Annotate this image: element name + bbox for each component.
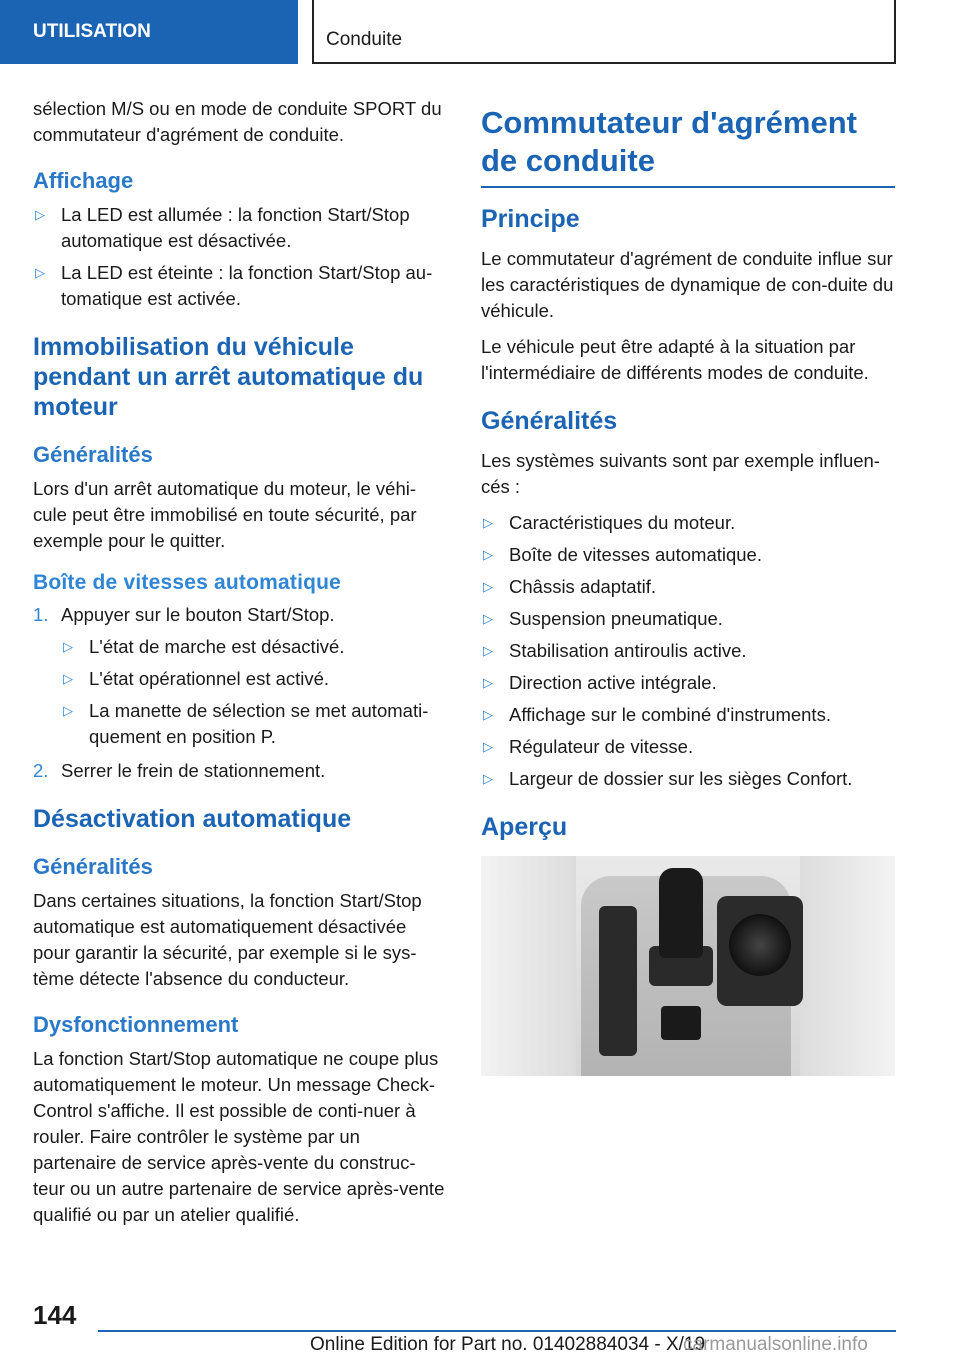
triangle-bullet-icon: ▷ xyxy=(483,771,493,786)
footer-rule xyxy=(98,1330,896,1332)
list-item: ▷ L'état de marche est désactivé. xyxy=(61,634,447,660)
principe-text-1: Le commutateur d'agrément de conduite influe sur les caractéristiques de dynamique de con-duite du véhicule. xyxy=(481,248,894,321)
page-number: 144 xyxy=(33,1300,77,1330)
triangle-bullet-icon: ▷ xyxy=(483,515,493,530)
list-item: ▷ Largeur de dossier sur les sièges Confort. xyxy=(481,766,895,792)
right-column xyxy=(481,96,895,1076)
chapter-tab: UTILISATION xyxy=(0,0,298,64)
heading-rule xyxy=(481,186,895,188)
driving-mode-switch-panel xyxy=(599,906,637,1056)
list-item: ▷ Régulateur de vitesse. xyxy=(481,734,895,760)
center-console-photo xyxy=(481,856,895,1076)
list-item: ▷ Affichage sur le combiné d'instruments. xyxy=(481,702,895,728)
triangle-bullet-icon: ▷ xyxy=(483,579,493,594)
heading-apercu: Aperçu xyxy=(481,813,568,841)
heading-desactivation: Désactivation automatique xyxy=(33,805,352,833)
step-number: 2. xyxy=(33,760,49,781)
heading-principe: Principe xyxy=(481,205,580,233)
list-item: ▷ Châssis adaptatif. xyxy=(481,574,895,600)
seat-left xyxy=(481,856,576,1076)
intro-text: sélection M/S ou en mode de conduite SPORT du commutateur d'agrément de conduite. xyxy=(33,98,442,145)
triangle-bullet-icon: ▷ xyxy=(483,739,493,754)
list-item: ▷ La LED est allumée : la fonction Start/Stop automatique est désactivée. xyxy=(35,204,410,251)
parking-brake-button xyxy=(661,1006,701,1040)
dysfonctionnement-text: La fonction Start/Stop automatique ne coupe plus automatiquement le moteur. Un message Check-Control s'affiche. Il est possible de conti-nuer à rouler. Faire contrôler le système par un partenaire de service après-vente du construc-teur ou un autre partenaire de service après-vente qualifié ou par un atelier qualifié. xyxy=(33,1048,445,1225)
watermark: carmanualsonline.info xyxy=(683,1334,868,1355)
step-number: 1. xyxy=(33,604,49,625)
left-column xyxy=(33,96,447,1238)
triangle-bullet-icon: ▷ xyxy=(483,547,493,562)
heading-generalites: Généralités xyxy=(33,442,153,467)
triangle-bullet-icon: ▷ xyxy=(63,639,73,654)
generalites-right-text: Les systèmes suivants sont par exemple influen-cés : xyxy=(481,450,880,497)
triangle-bullet-icon: ▷ xyxy=(483,707,493,722)
gear-selector-lever xyxy=(659,868,703,958)
heading-immobilisation: Immobilisation du véhicule pendant un arrêt automatique du moteur xyxy=(33,333,424,421)
triangle-bullet-icon: ▷ xyxy=(483,643,493,658)
seat-right xyxy=(800,856,895,1076)
heading-affichage: Affichage xyxy=(33,168,134,193)
list-item: ▷ Suspension pneumatique. xyxy=(481,606,895,632)
triangle-bullet-icon: ▷ xyxy=(483,611,493,626)
triangle-bullet-icon: ▷ xyxy=(483,675,493,690)
principe-text-2: Le véhicule peut être adapté à la situation par l'intermédiaire de différents modes de conduite. xyxy=(481,336,869,383)
generalites-text: Lors d'un arrêt automatique du moteur, le véhi-cule peut être immobilisé en toute sécurité, par exemple pour le quitter. xyxy=(33,478,417,551)
step-item: 1. Appuyer sur le bouton Start/Stop. ▷ L'état de marche est désactivé. ▷ L'état opérationnel est activé. ▷ La manette de sélection se met automati-quement en position P. xyxy=(33,602,447,750)
heading-generalites-2: Généralités xyxy=(33,854,153,879)
triangle-bullet-icon: ▷ xyxy=(35,207,45,222)
systems-list xyxy=(481,510,895,792)
list-item: ▷ Boîte de vitesses automatique. xyxy=(481,542,895,568)
controller-knob xyxy=(729,914,791,976)
desactivation-text: Dans certaines situations, la fonction Start/Stop automatique est automatiquement désactivée pour garantir la sécurité, par exemple si le sys-tème détecte l'absence du conducteur. xyxy=(33,890,422,989)
footer-edition: Online Edition for Part no. 01402884034 - X/19 xyxy=(310,1334,706,1355)
affichage-list xyxy=(33,202,447,312)
heading-dysfonctionnement: Dysfonctionnement xyxy=(33,1012,239,1037)
steps-list xyxy=(33,602,447,784)
list-item: ▷ Direction active intégrale. xyxy=(481,670,895,696)
list-item: ▷ Caractéristiques du moteur. xyxy=(481,510,895,536)
step-item: 2. Serrer le frein de stationnement. xyxy=(33,758,447,784)
heading-generalites-right: Généralités xyxy=(481,407,618,435)
list-item: ▷ L'état opérationnel est activé. xyxy=(61,666,447,692)
heading-commutateur: Commutateur d'agrément de conduite xyxy=(481,105,857,178)
section-title: Conduite xyxy=(312,0,896,64)
triangle-bullet-icon: ▷ xyxy=(63,703,73,718)
triangle-bullet-icon: ▷ xyxy=(63,671,73,686)
list-item: ▷ La manette de sélection se met automati-quement en position P. xyxy=(63,700,429,747)
triangle-bullet-icon: ▷ xyxy=(35,265,45,280)
step-sub-list xyxy=(61,634,447,750)
list-item: ▷ La LED est éteinte : la fonction Start/Stop au-tomatique est activée. xyxy=(35,262,433,309)
list-item: ▷ Stabilisation antiroulis active. xyxy=(481,638,895,664)
heading-boite-vitesses: Boîte de vitesses automatique xyxy=(33,571,342,594)
